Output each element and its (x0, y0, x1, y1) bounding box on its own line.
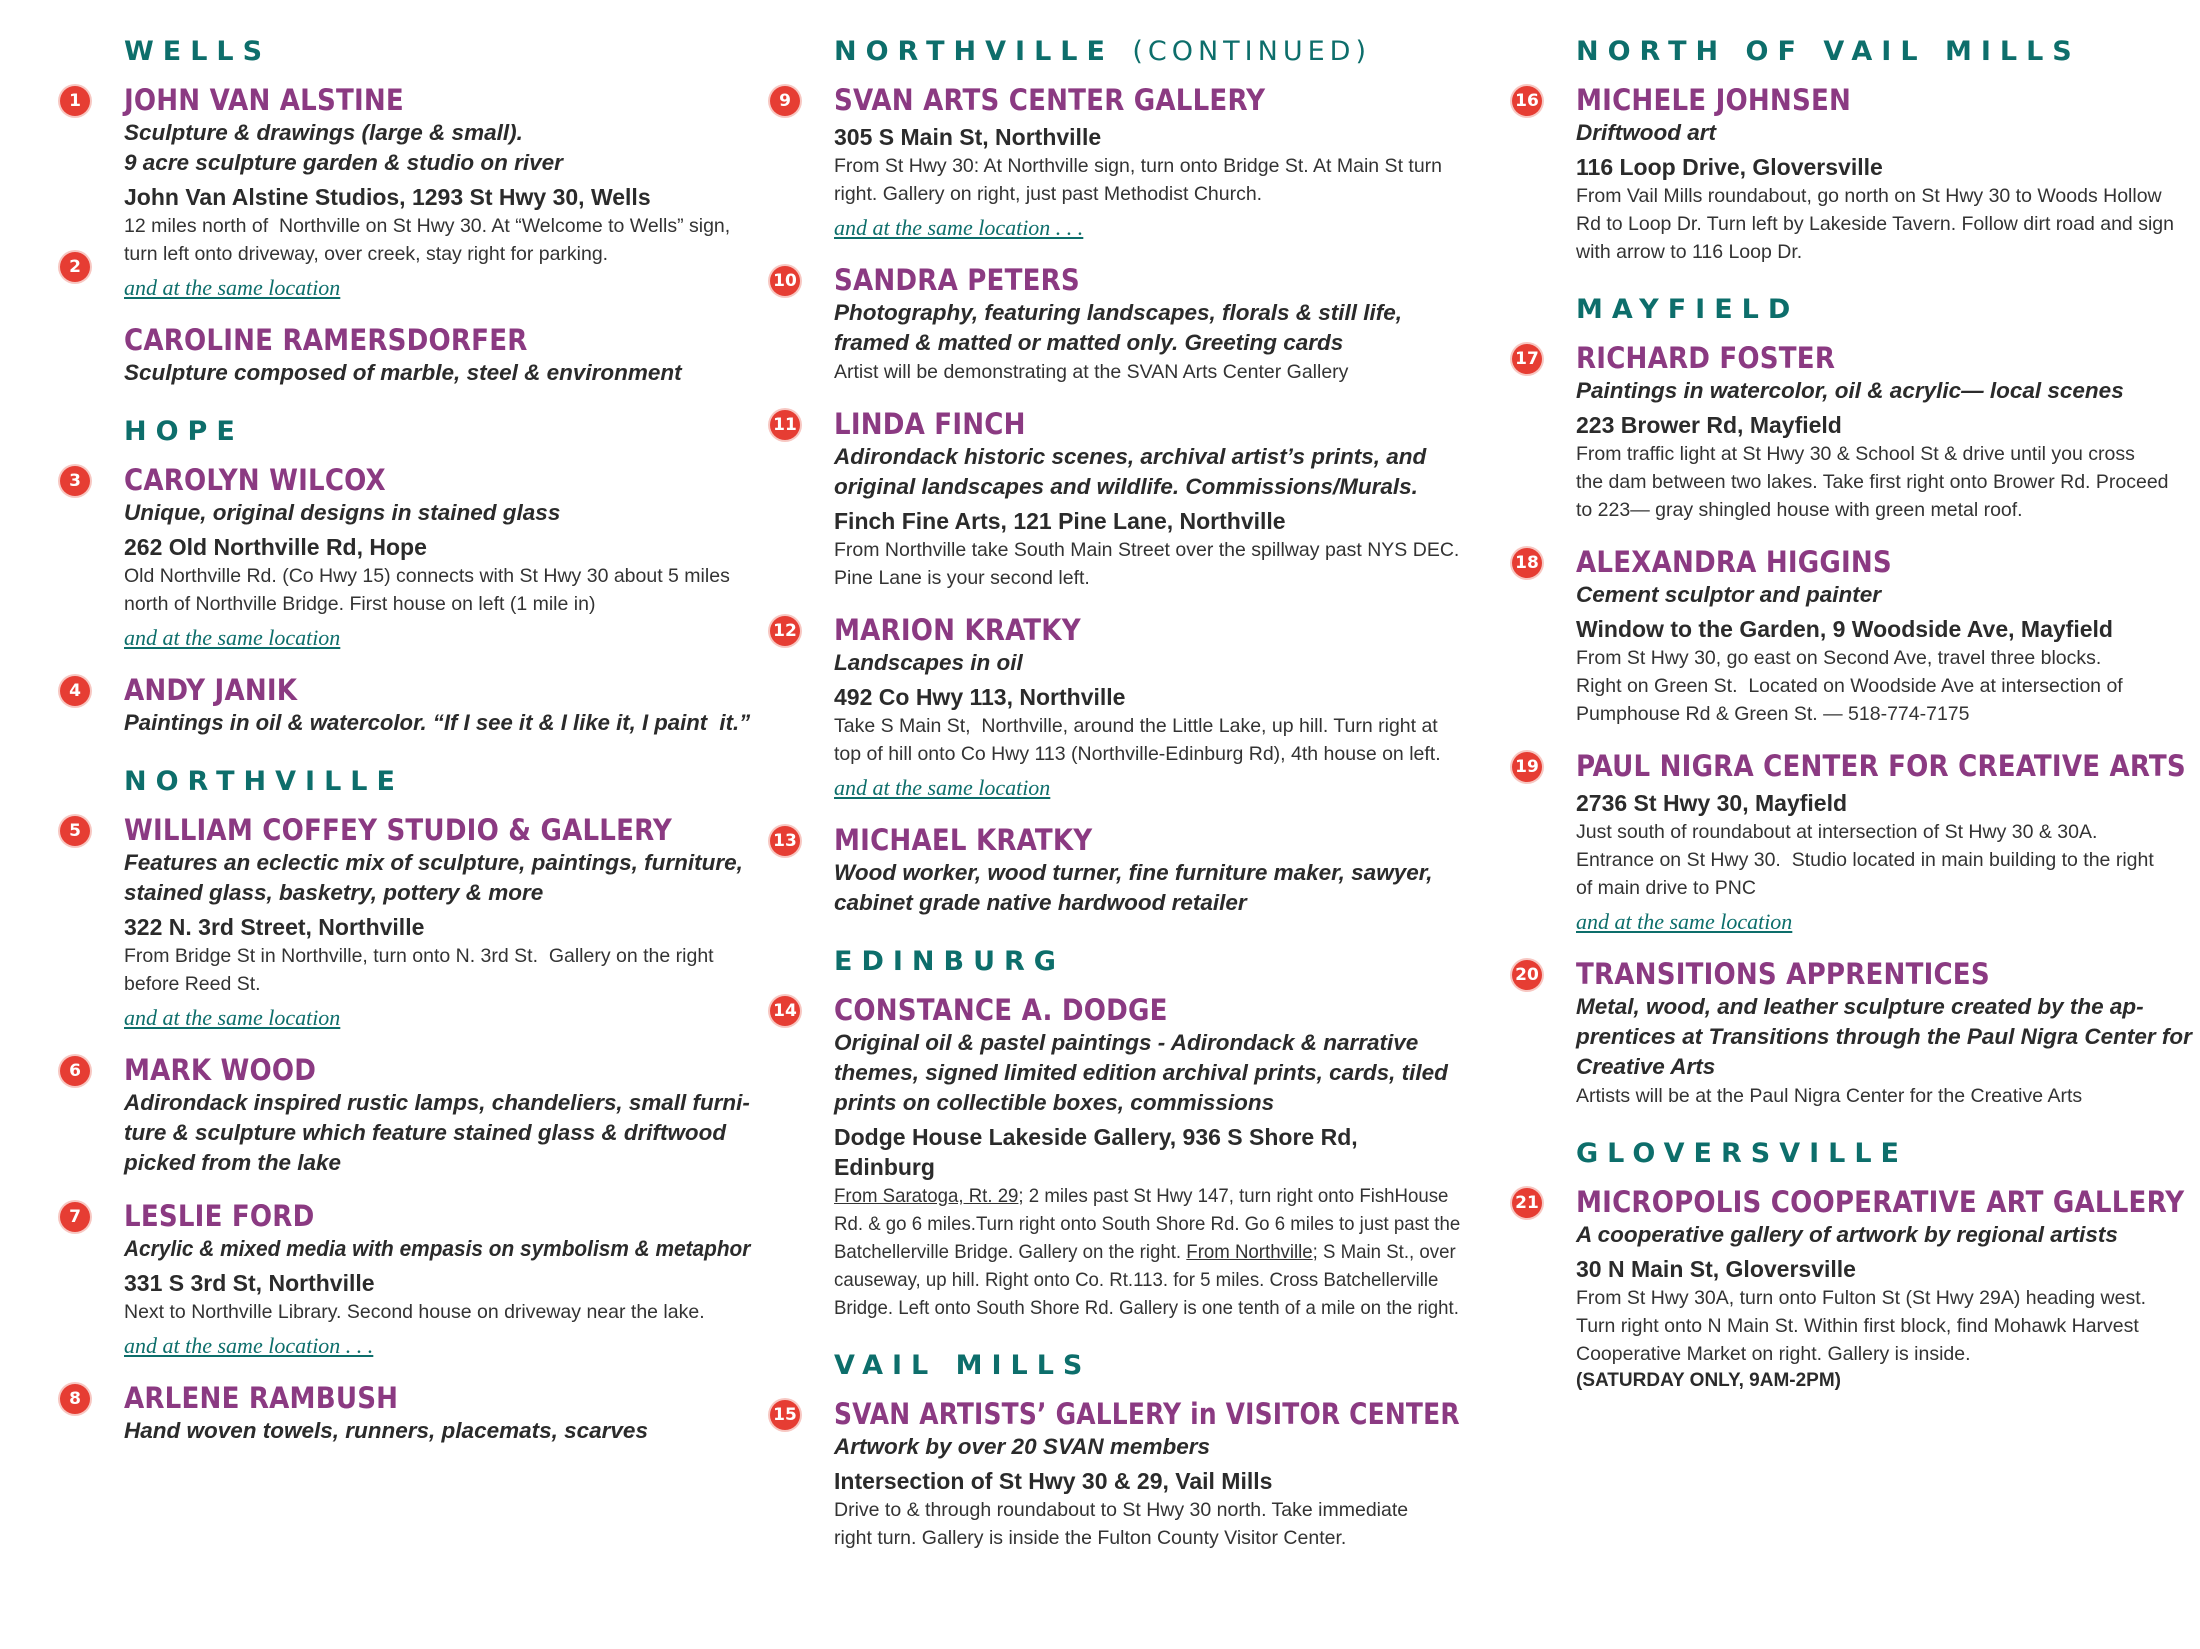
directions-text: ; 2 miles past St Hwy 147, turn right onto FishHouse Rd. & go 6 miles.Turn right onto South Shore Rd. Go 6 miles to just past the Batchellerville Bridge. Gallery on the right. (834, 1185, 1461, 1263)
artist-name: JOHN VAN ALSTINE (124, 83, 404, 117)
artist-address: 331 S 3rd St, Northville (124, 1270, 375, 1296)
artist-name: SVAN ARTS CENTER GALLERY (834, 83, 1266, 117)
stop-number-badge: 21 (1512, 1188, 1542, 1218)
artist-description: Unique, original designs in stained glass (124, 500, 561, 525)
artist-name: ARLENE RAMBUSH (124, 1381, 399, 1415)
artist-entry-14 (773, 992, 1461, 1322)
artist-directions: From St Hwy 30: At Northville sign, turn onto Bridge St. At Main St turn right. Gallery on right, just past Methodist Church. (834, 155, 1443, 205)
artist-name: MICHAEL KRATKY (834, 823, 1093, 857)
artist-address: 30 N Main St, Gloversville (1576, 1256, 1856, 1282)
town-heading-wells: WELLS (124, 36, 272, 67)
artist-name: TRANSITIONS APPRENTICES (1576, 957, 1990, 991)
same-location-note: and at the same location . . . (834, 215, 1084, 240)
artist-entry-21 (1515, 1184, 2200, 1394)
town-heading-hope: HOPE (124, 416, 244, 447)
artist-name: LESLIE FORD (124, 1199, 315, 1233)
artist-directions: Just south of roundabout at intersection of St Hwy 30 & 30A. Entrance on St Hwy 30. Studio located in main building to the right of main drive to PNC (1576, 821, 2154, 899)
artist-description: Photography, featuring landscapes, florals & still life, framed & matted or matted only. Greeting cards (834, 300, 1403, 355)
town-heading-vail-mills: VAIL MILLS (834, 1350, 1092, 1381)
same-location-note: and at the same location . . . (124, 1333, 374, 1358)
town-heading-gloversville: GLOVERSVILLE (1576, 1138, 1909, 1169)
artist-description: Wood worker, wood turner, fine furniture maker, sawyer, cabinet grade native hardwood retailer (834, 860, 1433, 915)
artist-address: Window to the Garden, 9 Woodside Ave, Mayfield (1576, 616, 2113, 642)
column-1 (60, 30, 750, 1466)
artist-name: PAUL NIGRA CENTER FOR CREATIVE ARTS (1576, 749, 2186, 783)
artist-description: Acrylic & mixed media with empasis on symbolism & metaphor (124, 1236, 751, 1261)
stop-number-badge: 17 (1512, 344, 1542, 374)
artist-name: MARK WOOD (124, 1053, 317, 1087)
artist-entry-10 (773, 262, 1460, 386)
artist-directions: From St Hwy 30A, turn onto Fulton St (St Hwy 29A) heading west. Turn right onto N Main St. Within first block, find Mohawk Harvest Cooperative Market on right. Gallery is inside. (1576, 1287, 2147, 1365)
artist-address: 223 Brower Rd, Mayfield (1576, 412, 1842, 438)
artist-description: Paintings in watercolor, oil & acrylic— local scenes (1576, 378, 2124, 403)
stop-number-badge: 14 (770, 996, 800, 1026)
stop-number-badge: 8 (60, 1384, 90, 1414)
artist-entry-9 (779, 82, 1460, 242)
continued-label: (CONTINUED) (1132, 36, 1371, 67)
artist-description: A cooperative gallery of artwork by regional artists (1576, 1222, 2118, 1247)
artist-description: Sculpture & drawings (large & small). 9 acre sculpture garden & studio on river (124, 120, 563, 175)
artist-address: Dodge House Lakeside Gallery, 936 S Shore Rd, Edinburg (834, 1124, 1358, 1180)
town-heading-north-of-vail-mills: NORTH OF VAIL MILLS (1576, 36, 2081, 67)
artist-entry-16 (1515, 82, 2200, 266)
artist-directions: Old Northville Rd. (Co Hwy 15) connects with St Hwy 30 about 5 miles north of Northville Bridge. First house on left (1 mile in) (124, 565, 730, 615)
artist-entry-6 (69, 1052, 750, 1178)
artist-name: CONSTANCE A. DODGE (834, 993, 1168, 1027)
town-heading-mayfield: MAYFIELD (1576, 294, 1800, 325)
artist-entry-7 (69, 1198, 751, 1360)
artist-name: LINDA FINCH (834, 407, 1026, 441)
artist-description: Cement sculptor and painter (1576, 582, 1882, 607)
artist-name: SVAN ARTISTS’ GALLERY in VISITOR CENTER (834, 1397, 1460, 1431)
stop-number-badge: 9 (770, 86, 800, 116)
artist-address: 492 Co Hwy 113, Northville (834, 684, 1126, 710)
artist-name: MICHELE JOHNSEN (1576, 83, 1852, 117)
artist-name: WILLIAM COFFEY STUDIO & GALLERY (124, 813, 672, 847)
artist-description: Features an eclectic mix of sculpture, paintings, furniture, stained glass, basketry, pottery & more (124, 850, 743, 905)
artist-directions (834, 1182, 1461, 1322)
artist-entry-17 (1515, 340, 2200, 524)
artist-entry-15 (773, 1396, 1460, 1552)
stop-number-badge: 1 (60, 86, 90, 116)
artist-directions: From Vail Mills roundabout, go north on St Hwy 30 to Woods Hollow Rd to Loop Dr. Turn left by Lakeside Tavern. Follow dirt road and sign with arrow to 116 Loop Dr. (1576, 185, 2174, 263)
stop-number-badge: 16 (1512, 86, 1542, 116)
artist-directions: Next to Northville Library. Second house on driveway near the lake. (124, 1301, 705, 1323)
artist-address: Intersection of St Hwy 30 & 29, Vail Mills (834, 1468, 1273, 1494)
hours-note: (SATURDAY ONLY, 9AM-2PM) (1576, 1370, 1841, 1391)
town-heading-northville: NORTHVILLE (124, 766, 404, 797)
artist-entry-12 (773, 612, 1460, 802)
artist-description: Metal, wood, and leather sculpture created by the ap- prentices at Transitions through the Paul Nigra Center for Creative Arts (1576, 994, 2192, 1079)
same-location-note: and at the same location (124, 625, 341, 650)
stop-number-badge: 11 (770, 410, 800, 440)
stop-number-badge: 20 (1512, 960, 1542, 990)
artist-entry-11 (773, 406, 1460, 592)
artist-directions: From Northville take South Main Street over the spillway past NYS DEC. Pine Lane is your second left. (834, 539, 1460, 589)
artist-name: SANDRA PETERS (834, 263, 1080, 297)
stop-number-badge: 15 (770, 1400, 800, 1430)
stop-number-badge: 2 (60, 252, 90, 282)
artist-name: ALEXANDRA HIGGINS (1576, 545, 1892, 579)
artist-directions: 12 miles north of Northville on St Hwy 30. At “Welcome to Wells” sign, turn left onto driveway, over creek, stay right for parking. (124, 215, 731, 265)
stop-number-badge: 5 (60, 816, 90, 846)
artist-directions: Drive to & through roundabout to St Hwy 30 north. Take immediate right turn. Gallery is inside the Fulton County Visitor Center. (834, 1499, 1409, 1549)
artist-directions: Artist will be demonstrating at the SVAN Arts Center Gallery (834, 361, 1349, 383)
artist-entry-18 (1515, 544, 2200, 728)
artist-name: CAROLYN WILCOX (124, 463, 386, 497)
stop-number-badge: 7 (60, 1202, 90, 1232)
artist-entry-13 (773, 822, 1460, 918)
same-location-note: and at the same location (124, 275, 341, 300)
artist-entry-3 (69, 462, 750, 652)
artist-directions: From traffic light at St Hwy 30 & School St & drive until you cross the dam between two lakes. Take first right onto Brower Rd. Proceed to 223— gray shingled house with green metal roof. (1576, 443, 2169, 521)
stop-number-badge: 18 (1512, 548, 1542, 578)
artist-description: Hand woven towels, runners, placemats, scarves (124, 1418, 648, 1443)
artist-name: CAROLINE RAMERSDORFER (124, 323, 528, 357)
artist-entry-20 (1515, 956, 2200, 1110)
directions-text: ; S Main St., over causeway, up hill. Right onto Co. Rt.113. for 5 miles. Cross Batchellerville Bridge. Left onto South Shore Rd. Gallery is one tenth of a mile on the right. (834, 1241, 1459, 1319)
artist-description: Artwork by over 20 SVAN members (834, 1434, 1210, 1459)
artist-address: 116 Loop Drive, Gloversville (1576, 154, 1883, 180)
column-2 (770, 30, 1460, 1572)
artist-description: Paintings in oil & watercolor. “If I see it & I like it, I paint it.” (124, 710, 751, 735)
artist-description: Adirondack historic scenes, archival artist’s prints, and original landscapes and wildlife. Commissions/Murals. (834, 444, 1427, 499)
artist-description: Original oil & pastel paintings - Adirondack & narrative themes, signed limited edition archival prints, cards, tiled prints on collectible boxes, commissions (834, 1030, 1448, 1115)
artist-entry-8 (69, 1380, 750, 1446)
artist-entry-4 (69, 672, 751, 738)
same-location-note: and at the same location (124, 1005, 341, 1030)
stop-number-badge: 19 (1512, 752, 1542, 782)
artist-address: 322 N. 3rd Street, Northville (124, 914, 425, 940)
artist-name: MARION KRATKY (834, 613, 1081, 647)
town-heading-northville-continued (834, 36, 1460, 68)
stop-number-badge: 4 (60, 676, 90, 706)
stop-number-badge: 10 (770, 266, 800, 296)
town-name: NORTHVILLE (834, 36, 1114, 67)
same-location-note: and at the same location (1576, 909, 1793, 934)
artist-directions: Artists will be at the Paul Nigra Center for the Creative Arts (1576, 1085, 2083, 1107)
artist-directions: Take S Main St, Northville, around the Little Lake, up hill. Turn right at top of hill onto Co Hwy 113 (Northville-Edinburg Rd), 4th house on left. (834, 715, 1441, 765)
artist-entry-5 (69, 812, 750, 1032)
town-heading-edinburg: EDINBURG (834, 946, 1065, 977)
artist-name: RICHARD FOSTER (1576, 341, 1836, 375)
artist-address: 262 Old Northville Rd, Hope (124, 534, 427, 560)
column-3 (1512, 30, 2200, 1414)
artist-address: Finch Fine Arts, 121 Pine Lane, Northville (834, 508, 1286, 534)
stop-number-badge: 3 (60, 466, 90, 496)
directions-origin-saratoga: From Saratoga, Rt. 29 (834, 1185, 1019, 1207)
artist-directions: From Bridge St in Northville, turn onto N. 3rd St. Gallery on the right before Reed St. (124, 945, 714, 995)
stop-number-badge: 12 (770, 616, 800, 646)
artist-description: Landscapes in oil (834, 650, 1023, 675)
artist-description: Adirondack inspired rustic lamps, chandeliers, small furni- ture & sculpture which feature stained glass & driftwood picked from the lake (124, 1090, 750, 1175)
directions-origin-northville: From Northville (1186, 1241, 1313, 1263)
artist-name: ANDY JANIK (124, 673, 298, 707)
artist-description: Driftwood art (1576, 120, 1716, 145)
artist-address: 305 S Main St, Northville (834, 124, 1102, 150)
stop-number-badge: 6 (60, 1056, 90, 1086)
artist-entry-1 (69, 82, 750, 302)
artist-description: Sculpture composed of marble, steel & environment (124, 360, 682, 385)
stop-number-badge: 13 (770, 826, 800, 856)
artist-name: MICROPOLIS COOPERATIVE ART GALLERY (1576, 1185, 2185, 1219)
same-location-note: and at the same location (834, 775, 1051, 800)
artist-directions: From St Hwy 30, go east on Second Ave, travel three blocks. Right on Green St. Located on Woodside Ave at intersection of Pumphouse Rd & Green St. — 518-774-7175 (1576, 647, 2123, 725)
artist-address: John Van Alstine Studios, 1293 St Hwy 30, Wells (124, 184, 651, 210)
artist-address: 2736 St Hwy 30, Mayfield (1576, 790, 1848, 816)
artist-entry-19 (1515, 748, 2200, 936)
